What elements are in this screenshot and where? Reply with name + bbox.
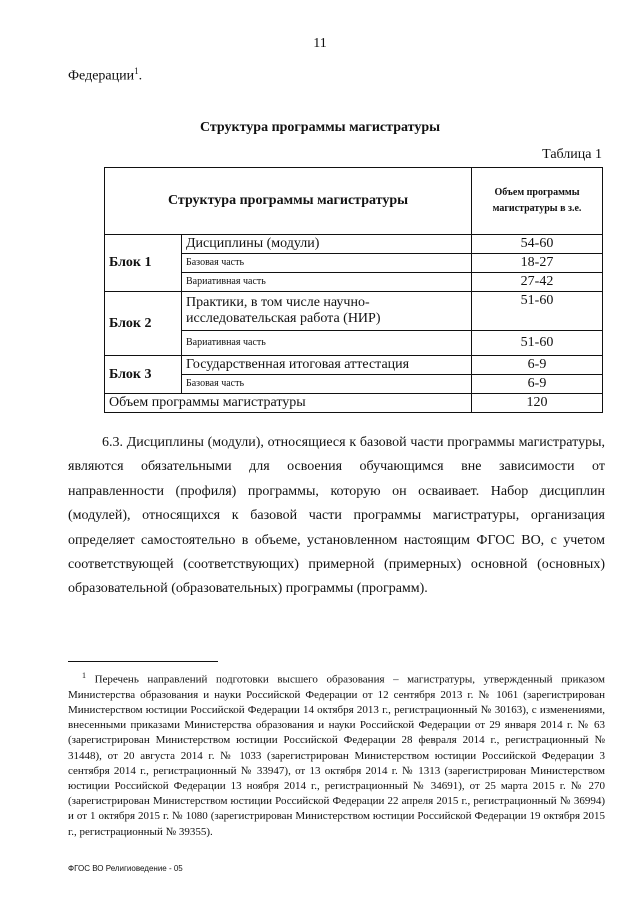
footnote-divider [68, 661, 218, 662]
footnote-text: Перечень направлений подготовки высшего образования – магистратуры, утвержденный приказом Министерства образования и науки Российской Федерации от 12 сентября 2013 г. № 1061 (зарегистрирован Министерством юстиции Российской Федерации 14 октября 2013 г., регистрационный № 30163), с изменениями, внесенными приказами Министерства образования и науки Российской Федерации от 29 января 2014 г. № 63 (зарегистрирован Министерством юстиции Российской Федерации 28 февраля 2014 г., регистрационный № 31448), от 20 августа 2014 г. № 1033 (зарегистрирован Министерством юстиции Российской Федерации 3 сентября 2014 г., регистрационный № 33947), от 13 октября 2014 г. № 1313 (зарегистрирован Министерством юстиции Российской Федерации 13 ноября 2014 г., регистрационный № 34691), от 25 марта 2015 г. № 270 (зарегистрирован Министерством юстиции Российской Федерации 22 апреля 2015 г., регистрационный № 36994) и от 1 октября 2015 г. № 1080 (зарегистрирован Министерством юстиции Российской Федерации 19 октября 2015 г., регистрационный № 39355). [68, 673, 606, 838]
page-number: 11 [313, 36, 327, 51]
row-name: Вариативная часть [182, 331, 472, 356]
block-label: Блок 1 [105, 235, 182, 292]
row-value: 27-42 [472, 273, 603, 292]
total-label: Объем программы магистратуры [105, 394, 472, 413]
block-label: Блок 3 [105, 356, 182, 394]
continuation-word: Федерации [68, 68, 135, 84]
row-value: 51-60 [472, 331, 603, 356]
total-value: 120 [472, 394, 603, 413]
table-total-row [105, 394, 603, 413]
row-value: 54-60 [472, 235, 603, 254]
footnote-ref: 1 [134, 66, 139, 76]
row-value: 6-9 [472, 375, 603, 394]
row-value: 6-9 [472, 356, 603, 375]
table-row [105, 235, 603, 254]
section-title: Структура программы магистратуры [199, 120, 441, 135]
block-label: Блок 2 [105, 292, 182, 356]
continuation-trailing: . [138, 68, 143, 84]
row-value: 18-27 [472, 254, 603, 273]
row-name: Базовая часть [182, 375, 472, 394]
row-name: Базовая часть [182, 254, 472, 273]
table-header-row [105, 168, 603, 235]
row-name: Государственная итоговая аттестация [182, 356, 472, 375]
header-volume: Объем программы магистратуры в з.е. [472, 168, 603, 235]
table-row [105, 356, 603, 375]
row-name: Дисциплины (модули) [182, 235, 472, 254]
row-name: Вариативная часть [182, 273, 472, 292]
row-name: Практики, в том числе научно-исследовательская работа (НИР) [182, 292, 472, 331]
paragraph-6-3: 6.3. Дисциплины (модули), относящиеся к базовой части программы магистратуры, являются обязательными для освоения обучающимся вне зависимости от направленности (профиля) программы, которую он осваивает. Набор дисциплин (модулей), относящихся к базовой части программы магистратуры, организация определяет самостоятельно в объеме, установленном настоящим ФГОС ВО, с учетом соответствующей (соответствующих) примерной (примерных) основной (основных) образовательной (образовательных) программы (программ). [68, 435, 605, 597]
header-structure: Структура программы магистратуры [105, 168, 472, 235]
program-structure-table [104, 167, 603, 413]
continuation-text [68, 66, 142, 85]
document-id: ФГОС ВО Религиоведение - 05 [68, 864, 183, 873]
row-value: 51-60 [472, 292, 603, 331]
footnote [68, 668, 605, 840]
footnote-mark: 1 [82, 671, 86, 680]
table-row [105, 292, 603, 331]
table-caption: Таблица 1 [542, 147, 602, 162]
